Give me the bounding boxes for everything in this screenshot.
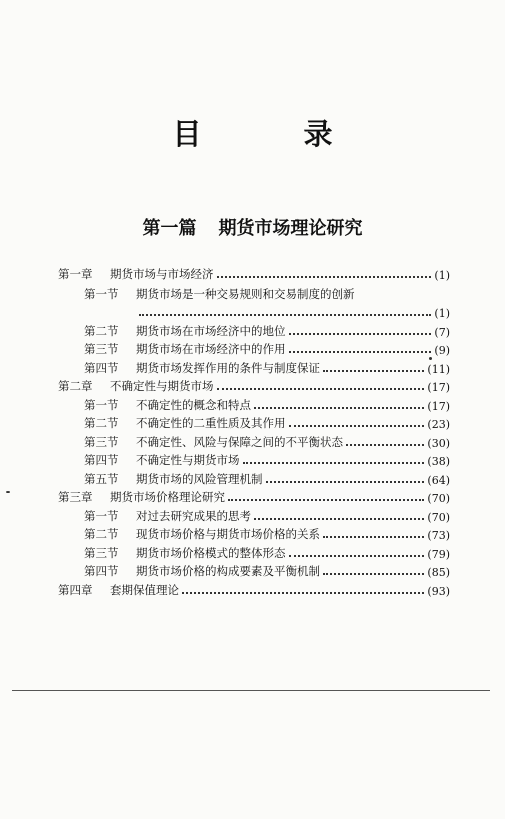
chapter-entry	[58, 579, 450, 598]
section-entry	[58, 320, 450, 339]
section-page: (73)	[427, 529, 450, 542]
section-page: (30)	[427, 436, 450, 450]
section-page: (85)	[427, 566, 450, 579]
ink-speck	[6, 491, 10, 493]
section-title: 期货市场的风险管理机制	[136, 471, 263, 486]
table-of-contents	[58, 263, 450, 598]
section-title: 现货市场价格与期货市场价格的关系	[136, 527, 320, 541]
section-entry	[58, 357, 450, 376]
leader-dots	[217, 275, 432, 278]
section-number: 第五节	[84, 471, 119, 486]
chapter-number: 第二章	[58, 379, 93, 393]
section-entry	[58, 431, 450, 450]
chapter-number: 第三章	[58, 490, 93, 504]
section-page: (70)	[427, 510, 450, 524]
section-entry	[58, 394, 450, 413]
section-entry	[58, 468, 450, 487]
section-number: 第三节	[84, 342, 119, 356]
section-entry	[58, 561, 450, 580]
section-entry	[58, 542, 450, 561]
bottom-rule	[12, 690, 490, 691]
leader-dots	[254, 517, 424, 520]
chapter-title: 套期保值理论	[110, 582, 179, 597]
section-entry	[58, 450, 450, 469]
section-number: 第四节	[84, 360, 119, 375]
chapter-page: (17)	[427, 381, 450, 394]
section-title: 期货市场在市场经济中的地位	[136, 323, 286, 338]
section-entry	[58, 524, 450, 543]
part-name: 期货市场理论研究	[218, 218, 363, 239]
page-title: 目 录	[172, 117, 379, 151]
section-title: 期货市场在市场经济中的作用	[136, 342, 286, 356]
leader-dots	[289, 350, 432, 353]
section-title: 不确定性的二重性质及其作用	[136, 416, 286, 430]
leader-dots	[289, 332, 432, 335]
section-title: 期货市场价格模式的整体形态	[136, 545, 286, 560]
section-number: 第一节	[84, 397, 119, 412]
section-entry	[58, 413, 450, 432]
section-entry	[58, 505, 450, 524]
leader-dots	[217, 387, 425, 390]
chapter-page: (70)	[427, 492, 450, 505]
section-number: 第二节	[84, 527, 119, 541]
section-number: 第四节	[84, 564, 119, 578]
section-title: 不确定性的概念和特点	[136, 397, 251, 412]
section-number: 第二节	[84, 416, 119, 430]
chapter-number: 第四章	[58, 582, 93, 597]
leader-dots	[182, 591, 424, 594]
section-page: (1)	[434, 307, 450, 320]
leader-dots	[254, 406, 424, 409]
section-title: 不确定性、风险与保障之间的不平衡状态	[136, 434, 343, 449]
section-entry	[58, 282, 450, 302]
leader-dots	[228, 498, 424, 501]
section-number: 第三节	[84, 434, 119, 449]
leader-dots	[289, 554, 425, 557]
section-entry-continued	[58, 302, 450, 321]
section-title: 不确定性与期货市场	[136, 453, 240, 467]
part-heading	[0, 214, 505, 240]
chapter-entry	[58, 376, 450, 395]
chapter-page: (1)	[434, 268, 450, 282]
chapter-title: 期货市场与市场经济	[110, 266, 214, 281]
chapter-page: (93)	[427, 584, 450, 598]
section-page: (79)	[427, 547, 450, 561]
part-label: 第一篇	[142, 218, 197, 239]
leader-dots	[323, 535, 424, 538]
section-title: 对过去研究成果的思考	[136, 508, 251, 523]
section-page: (17)	[427, 399, 450, 413]
section-title: 期货市场发挥作用的条件与制度保证	[136, 360, 320, 375]
leader-dots	[243, 461, 425, 464]
section-number: 第二节	[84, 323, 119, 338]
chapter-title: 期货市场价格理论研究	[110, 490, 225, 504]
section-page: (7)	[434, 325, 450, 339]
section-page: (23)	[427, 418, 450, 431]
ink-speck	[429, 357, 432, 360]
chapter-entry	[58, 487, 450, 506]
chapter-entry	[58, 263, 450, 282]
leader-dots	[266, 480, 425, 483]
section-entry	[58, 339, 450, 358]
leader-dots	[139, 313, 431, 316]
leader-dots	[323, 369, 424, 372]
section-page: (11)	[427, 362, 450, 376]
leader-dots	[323, 572, 424, 575]
section-number: 第一节	[84, 286, 119, 301]
section-page: (64)	[427, 473, 450, 487]
section-title: 期货市场是一种交易规则和交易制度的创新	[136, 286, 355, 301]
section-title: 期货市场价格的构成要素及平衡机制	[136, 564, 320, 578]
section-number: 第四节	[84, 453, 119, 467]
section-number: 第三节	[84, 545, 119, 560]
leader-dots	[289, 424, 425, 427]
section-number: 第一节	[84, 508, 119, 523]
chapter-title: 不确定性与期货市场	[110, 379, 214, 393]
chapter-number: 第一章	[58, 266, 93, 281]
leader-dots	[346, 443, 424, 446]
section-page: (38)	[427, 455, 450, 468]
section-page: (9)	[434, 344, 450, 357]
